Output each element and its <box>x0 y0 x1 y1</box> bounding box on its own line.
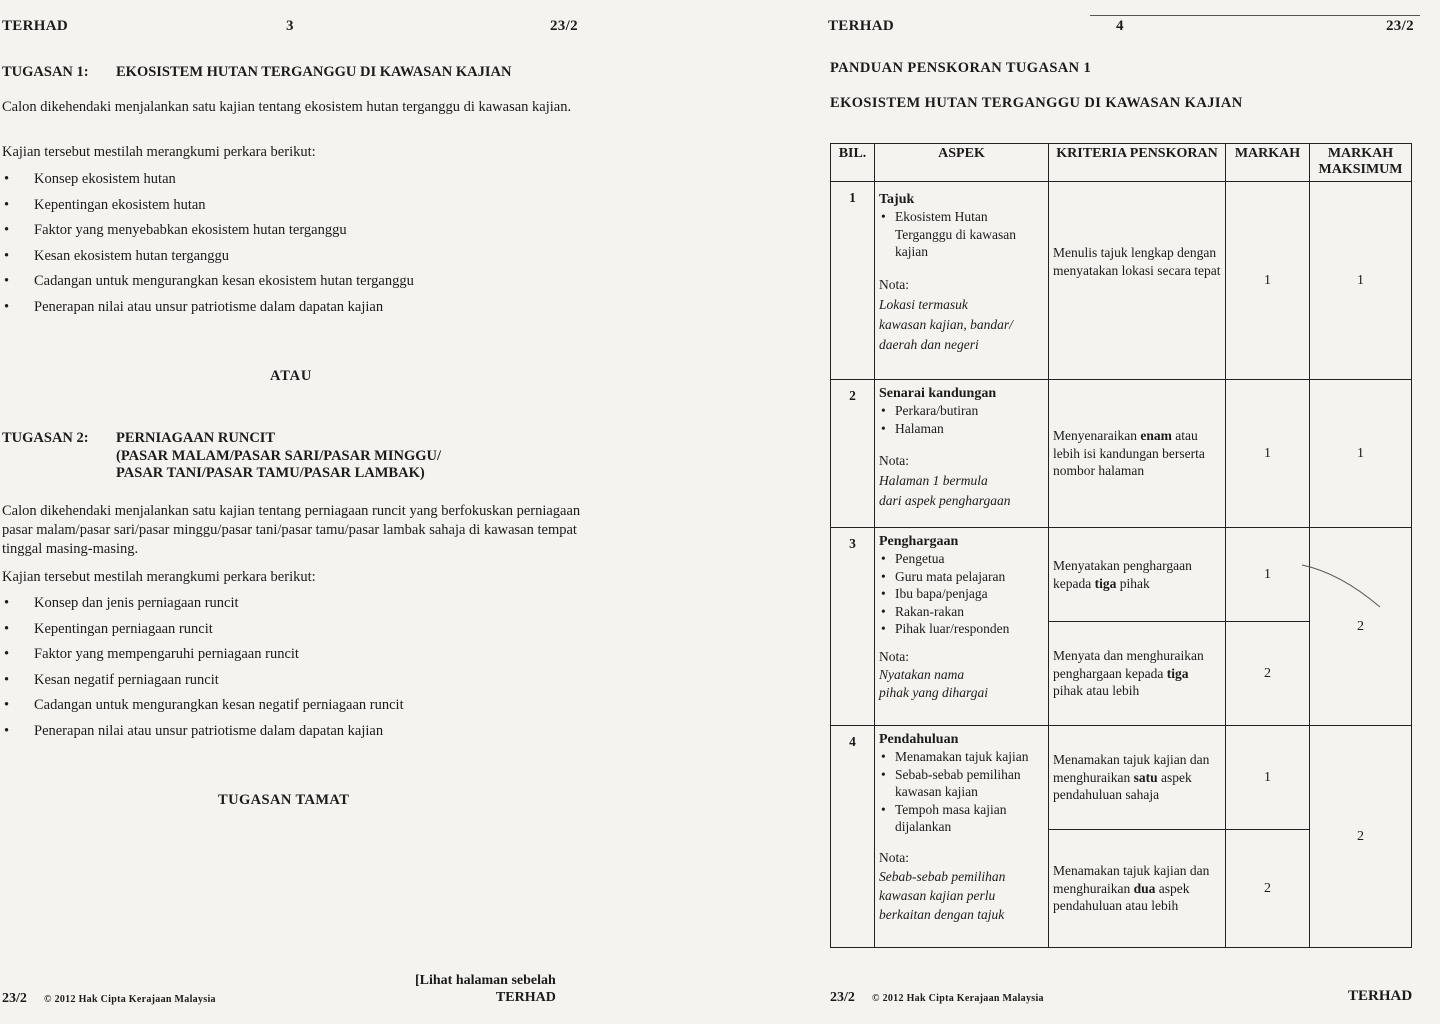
criteria-text: aspek pendahuluan sahaja <box>1053 769 1192 803</box>
aspect-bullet: • Menamakan tajuk kajian <box>879 748 1044 766</box>
paper-code: 23/2 <box>1386 18 1414 34</box>
mark-cell: 1 <box>1226 726 1310 830</box>
header-classification: TERHAD <box>2 18 68 34</box>
task2-title-line: PERNIAGAAN RUNCIT <box>116 430 276 446</box>
right-page <box>820 0 1440 1024</box>
footer-copyright: © 2012 Hak Cipta Kerajaan Malaysia <box>44 994 216 1005</box>
footer-classification: TERHAD <box>1348 988 1413 1004</box>
list-item: • Faktor yang menyebabkan ekosistem hutan terganggu <box>2 221 414 247</box>
criteria-text: Menamakan tajuk kajian dan menghuraikan <box>1053 752 1210 785</box>
criteria-emphasis: dua <box>1133 880 1156 896</box>
footer-classification: TERHAD <box>495 990 556 1005</box>
aspect-title: Penghargaan <box>879 534 959 549</box>
criteria-text: Menyenaraikan <box>1053 428 1141 444</box>
col-header-aspek: ASPEK <box>875 144 1049 182</box>
note-label: Nota: <box>879 648 909 664</box>
aspect-bullet: • Ibu bapa/penjaga <box>879 585 1044 603</box>
note-line: kawasan kajian perlu <box>879 887 996 903</box>
row-number: 1 <box>831 182 875 380</box>
aspect-bullet: • Rakan-rakan <box>879 603 1044 621</box>
next-page-text: [Lihat halaman sebelah <box>415 973 556 988</box>
aspect-bullet: • Pihak luar/responden <box>879 620 1044 638</box>
note-line: Nyatakan nama <box>879 666 965 682</box>
list-item: • Kesan ekosistem hutan terganggu <box>2 247 414 273</box>
criteria-cell <box>1049 380 1226 528</box>
list-item: • Faktor yang mempengaruhi perniagaan runcit <box>2 645 404 671</box>
aspect-bullet: • Sebab-sebab pemilihan kawasan kajian <box>879 766 1044 801</box>
task2-title-line: PASAR TANI/PASAR TAMU/PASAR LAMBAK) <box>116 465 425 481</box>
note-label: Nota: <box>879 453 909 468</box>
criteria-cell: Menulis tajuk lengkap dengan menyatakan lokasi secara tepat <box>1049 182 1226 380</box>
aspect-cell <box>875 380 1049 528</box>
criteria-text: pihak <box>1116 575 1150 591</box>
max-mark-cell: 1 <box>1310 380 1412 528</box>
list-item: • Penerapan nilai atau unsur patriotisme dalam dapatan kajian <box>2 298 414 324</box>
criteria-emphasis: satu <box>1133 769 1158 785</box>
aspect-bullet: • Pengetua <box>879 550 1044 568</box>
page-number: 3 <box>286 18 294 34</box>
aspect-cell <box>875 726 1049 948</box>
task2-intro: Calon dikehendaki menjalankan satu kajian tentang perniagaan runcit yang berfokuskan perniagaan pasar malam/pasar sari/pasar minggu/pasar tani/pasar tamu/pasar lambak sahaja di kawasan tempat tinggal masing-masing. <box>2 503 581 557</box>
col-header-markah: MARKAH <box>1226 144 1310 182</box>
footer-copyright: © 2012 Hak Cipta Kerajaan Malaysia <box>872 993 1044 1004</box>
aspect-bullet: • Perkara/butiran <box>879 402 1044 420</box>
note-label: Nota: <box>879 849 909 865</box>
scoring-table <box>830 143 1412 948</box>
aspect-bullet: • Halaman <box>879 420 1044 438</box>
row-number: 2 <box>831 380 875 528</box>
note-line: Sebab-sebab pemilihan <box>879 868 1006 884</box>
col-header-bil: BIL. <box>831 144 875 182</box>
aspect-note <box>879 848 1044 924</box>
list-item: • Cadangan untuk mengurangkan kesan ekosistem hutan terganggu <box>2 272 414 298</box>
criteria-text: Menamakan tajuk kajian dan menghuraikan <box>1053 863 1210 896</box>
paper-code: 23/2 <box>550 18 578 34</box>
footer-code: 23/2 <box>2 991 27 1006</box>
list-item: • Kepentingan perniagaan runcit <box>2 620 404 646</box>
aspect-bullets <box>879 550 1044 638</box>
criteria-text: aspek pendahuluan atau lebih <box>1053 880 1190 914</box>
criteria-cell <box>1049 622 1226 726</box>
aspect-cell <box>875 528 1049 726</box>
table-row <box>831 380 1412 528</box>
criteria-emphasis: enam <box>1140 428 1172 444</box>
aspect-note <box>879 451 1044 511</box>
note-line: kawasan kajian, bandar/ <box>879 316 1013 332</box>
task2-item-list <box>2 594 404 748</box>
aspect-title: Senarai kandungan <box>879 386 997 401</box>
or-separator: ATAU <box>270 368 313 384</box>
aspect-note <box>879 648 1044 702</box>
criteria-emphasis: tiga <box>1094 575 1117 591</box>
criteria-cell <box>1049 830 1226 948</box>
aspect-cell <box>875 182 1049 380</box>
note-line: pihak yang dihargai <box>879 684 988 700</box>
scoring-guide-title: PANDUAN PENSKORAN TUGASAN 1 <box>830 60 1092 76</box>
table-row <box>831 182 1412 380</box>
note-line: berkaitan dengan tajuk <box>879 906 1005 922</box>
note-label: Nota: <box>879 276 909 292</box>
note-line: Halaman 1 bermula <box>879 473 988 488</box>
mark-cell: 1 <box>1226 182 1310 380</box>
scoring-guide-subtitle: EKOSISTEM HUTAN TERGANGGU DI KAWASAN KAJIAN <box>830 95 1243 111</box>
aspect-title: Tajuk <box>879 192 915 207</box>
aspect-bullets <box>879 748 1044 836</box>
note-line: Lokasi termasuk <box>879 296 968 312</box>
mark-cell: 1 <box>1226 380 1310 528</box>
end-of-task: TUGASAN TAMAT <box>218 792 350 808</box>
criteria-text: Menyatakan penghargaan kepada <box>1053 558 1192 591</box>
max-mark-cell: 1 <box>1310 182 1412 380</box>
aspect-bullet: • Ekosistem Hutan Terganggu di kawasan kajian <box>879 208 1044 261</box>
aspect-bullets <box>879 402 1044 437</box>
list-item: • Kepentingan ekosistem hutan <box>2 196 414 222</box>
table-row <box>831 726 1412 830</box>
note-line: daerah dan negeri <box>879 336 979 352</box>
criteria-cell <box>1049 528 1226 622</box>
task2-scope: Kajian tersebut mestilah merangkumi perkara berikut: <box>2 569 316 585</box>
aspect-bullet: • Guru mata pelajaran <box>879 568 1044 586</box>
footer-code: 23/2 <box>830 990 855 1005</box>
header-classification: TERHAD <box>828 18 894 34</box>
task1-scope: Kajian tersebut mestilah merangkumi perkara berikut: <box>2 144 316 160</box>
criteria-cell <box>1049 726 1226 830</box>
max-mark-cell: 2 <box>1310 726 1412 948</box>
list-item: • Konsep dan jenis perniagaan runcit <box>2 594 404 620</box>
task1-item-list <box>2 170 414 324</box>
mark-cell: 1 <box>1226 528 1310 622</box>
mark-cell: 2 <box>1226 622 1310 726</box>
aspect-bullet: • Tempoh masa kajian dijalankan <box>879 801 1044 836</box>
row-number: 4 <box>831 726 875 948</box>
aspect-title: Pendahuluan <box>879 732 959 747</box>
list-item: • Konsep ekosistem hutan <box>2 170 414 196</box>
task1-title: EKOSISTEM HUTAN TERGANGGU DI KAWASAN KAJIAN <box>116 64 512 80</box>
criteria-emphasis: tiga <box>1166 665 1189 681</box>
header-rule <box>1090 15 1420 16</box>
col-header-markah-maksimum: MARKAH MAKSIMUM <box>1310 144 1412 182</box>
list-item: • Kesan negatif perniagaan runcit <box>2 671 404 697</box>
task1-intro: Calon dikehendaki menjalankan satu kajian tentang ekosistem hutan terganggu di kawasan kajian. <box>2 99 572 115</box>
note-line: dari aspek penghargaan <box>879 493 1011 508</box>
list-item: • Penerapan nilai atau unsur patriotisme dalam dapatan kajian <box>2 722 404 748</box>
row-number: 3 <box>831 528 875 726</box>
mark-cell: 2 <box>1226 830 1310 948</box>
aspect-note <box>879 275 1044 355</box>
next-page-note <box>415 972 556 1006</box>
left-page <box>0 0 600 1024</box>
task2-label: TUGASAN 2: <box>2 430 89 446</box>
criteria-text: atau lebih isi kandungan berserta nombor halaman <box>1053 428 1205 479</box>
max-mark-cell: 2 <box>1310 528 1412 726</box>
page-number: 4 <box>1116 18 1124 34</box>
criteria-text: Menyata dan menghuraikan penghargaan kepada <box>1053 648 1204 681</box>
task1-label: TUGASAN 1: <box>2 64 89 80</box>
col-header-kriteria: KRITERIA PENSKORAN <box>1049 144 1226 182</box>
aspect-bullets <box>879 208 1044 261</box>
table-row <box>831 528 1412 622</box>
task2-title <box>116 430 441 483</box>
criteria-text: pihak atau lebih <box>1053 683 1140 699</box>
list-item: • Cadangan untuk mengurangkan kesan negatif perniagaan runcit <box>2 696 404 722</box>
task2-title-line: (PASAR MALAM/PASAR SARI/PASAR MINGGU/ <box>116 447 442 464</box>
